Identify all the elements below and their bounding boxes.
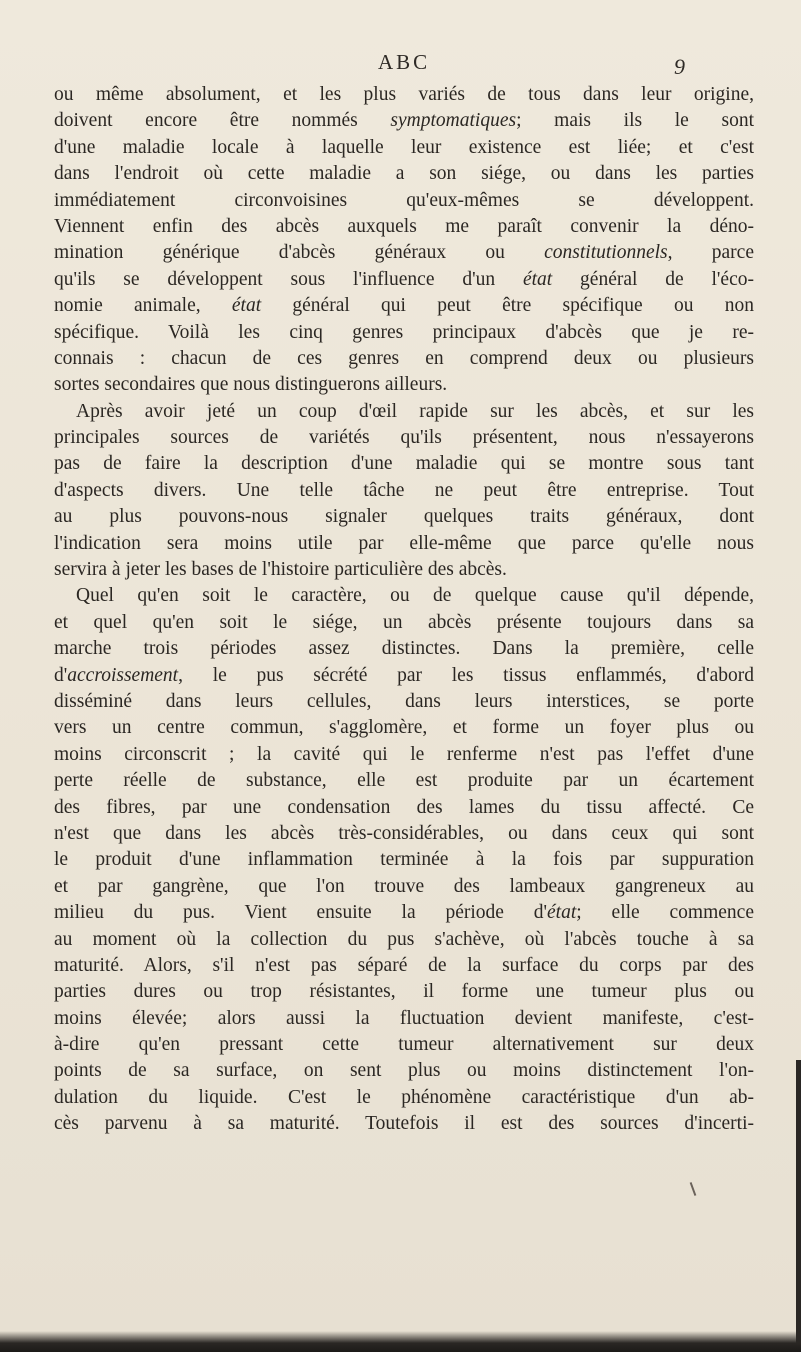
- text-line: moins circonscrit ; la cavité qui le renferme n'est pas l'effet d'une: [54, 743, 754, 765]
- text-line: vers un centre commun, s'agglomère, et forme un foyer plus ou: [54, 717, 754, 739]
- text-line: doivent encore être nommés symptomatiques; mais ils le sont: [54, 110, 754, 132]
- text-line: à-dire qu'en pressant cette tumeur alternativement sur deux: [54, 1034, 754, 1056]
- page-header: [0, 50, 801, 84]
- text-line: milieu du pus. Vient ensuite la période d'état; elle commence: [54, 902, 754, 924]
- text-line: d'une maladie locale à laquelle leur existence est liée; et c'est: [54, 136, 754, 158]
- text-line: des fibres, par une condensation des lames du tissu affecté. Ce: [54, 796, 754, 818]
- page-number: 9: [674, 54, 685, 79]
- text-line: Viennent enfin des abcès auxquels me paraît convenir la déno-: [54, 215, 754, 237]
- text-line: perte réelle de substance, elle est produite par un écartement: [54, 770, 754, 792]
- text-line: mination générique d'abcès généraux ou constitutionnels, parce: [54, 242, 754, 264]
- text-line: d'aspects divers. Une telle tâche ne peut être entreprise. Tout: [54, 479, 754, 501]
- text-line: maturité. Alors, s'il n'est pas séparé de la surface du corps par des: [54, 954, 754, 976]
- text-line: sortes secondaires que nous distinguerons ailleurs.: [54, 374, 448, 396]
- text-line: le produit d'une inflammation terminée à la fois par suppuration: [54, 849, 754, 871]
- page-edge-shadow: [796, 1060, 801, 1352]
- text-line: au plus pouvons-nous signaler quelques traits généraux, dont: [54, 506, 754, 528]
- text-line: n'est que dans les abcès très-considérables, ou dans ceux qui sont: [54, 822, 754, 844]
- text-line: ou même absolument, et les plus variés de tous dans leur origine,: [54, 84, 754, 105]
- text-line: points de sa surface, on sent plus ou moins distinctement l'on-: [54, 1060, 754, 1082]
- text-line: marche trois périodes assez distinctes. Dans la première, celle: [54, 638, 754, 660]
- text-line: disséminé dans leurs cellules, dans leurs interstices, se porte: [54, 690, 754, 712]
- text-line: parties dures ou trop résistantes, il forme une tumeur plus ou: [54, 981, 754, 1003]
- text-line: dans l'endroit où cette maladie a son siége, ou dans les parties: [54, 163, 754, 185]
- text-line: et quel qu'en soit le siége, un abcès présente toujours dans sa: [54, 611, 754, 633]
- text-line: Après avoir jeté un coup d'œil rapide sur les abcès, et sur les: [76, 400, 754, 422]
- text-line: nomie animale, état général qui peut être spécifique ou non: [54, 295, 754, 317]
- text-line: d'accroissement, le pus sécrété par les tissus enflammés, d'abord: [54, 664, 754, 686]
- scan-bottom-edge: [0, 1322, 801, 1352]
- text-line: connais : chacun de ces genres en comprend deux ou plusieurs: [54, 347, 754, 369]
- text-line: dulation du liquide. C'est le phénomène caractéristique d'un ab-: [54, 1086, 754, 1108]
- text-line: servira à jeter les bases de l'histoire particulière des abcès.: [54, 559, 507, 581]
- body-text: [54, 82, 754, 1138]
- text-line: cès parvenu à sa maturité. Toutefois il est des sources d'incerti-: [54, 1113, 754, 1135]
- text-line: spécifique. Voilà les cinq genres principaux d'abcès que je re-: [54, 321, 754, 343]
- text-line: moins élevée; alors aussi la fluctuation devient manifeste, c'est-: [54, 1007, 754, 1029]
- stray-ink-mark: [690, 1182, 697, 1196]
- text-line: Quel qu'en soit le caractère, ou de quelque cause qu'il dépende,: [76, 585, 754, 607]
- text-line: principales sources de variétés qu'ils présentent, nous n'essayerons: [54, 427, 754, 449]
- text-line: qu'ils se développent sous l'influence d'un état général de l'éco-: [54, 268, 754, 290]
- text-line: immédiatement circonvoisines qu'eux-mêmes se développent.: [54, 189, 754, 211]
- text-line: pas de faire la description d'une maladie qui se montre sous tant: [54, 453, 754, 475]
- text-line: l'indication sera moins utile par elle-même que parce qu'elle nous: [54, 532, 754, 554]
- running-title: ABC: [378, 50, 431, 74]
- text-line: et par gangrène, que l'on trouve des lambeaux gangreneux au: [54, 875, 754, 897]
- text-line: au moment où la collection du pus s'achève, où l'abcès touche à sa: [54, 928, 754, 950]
